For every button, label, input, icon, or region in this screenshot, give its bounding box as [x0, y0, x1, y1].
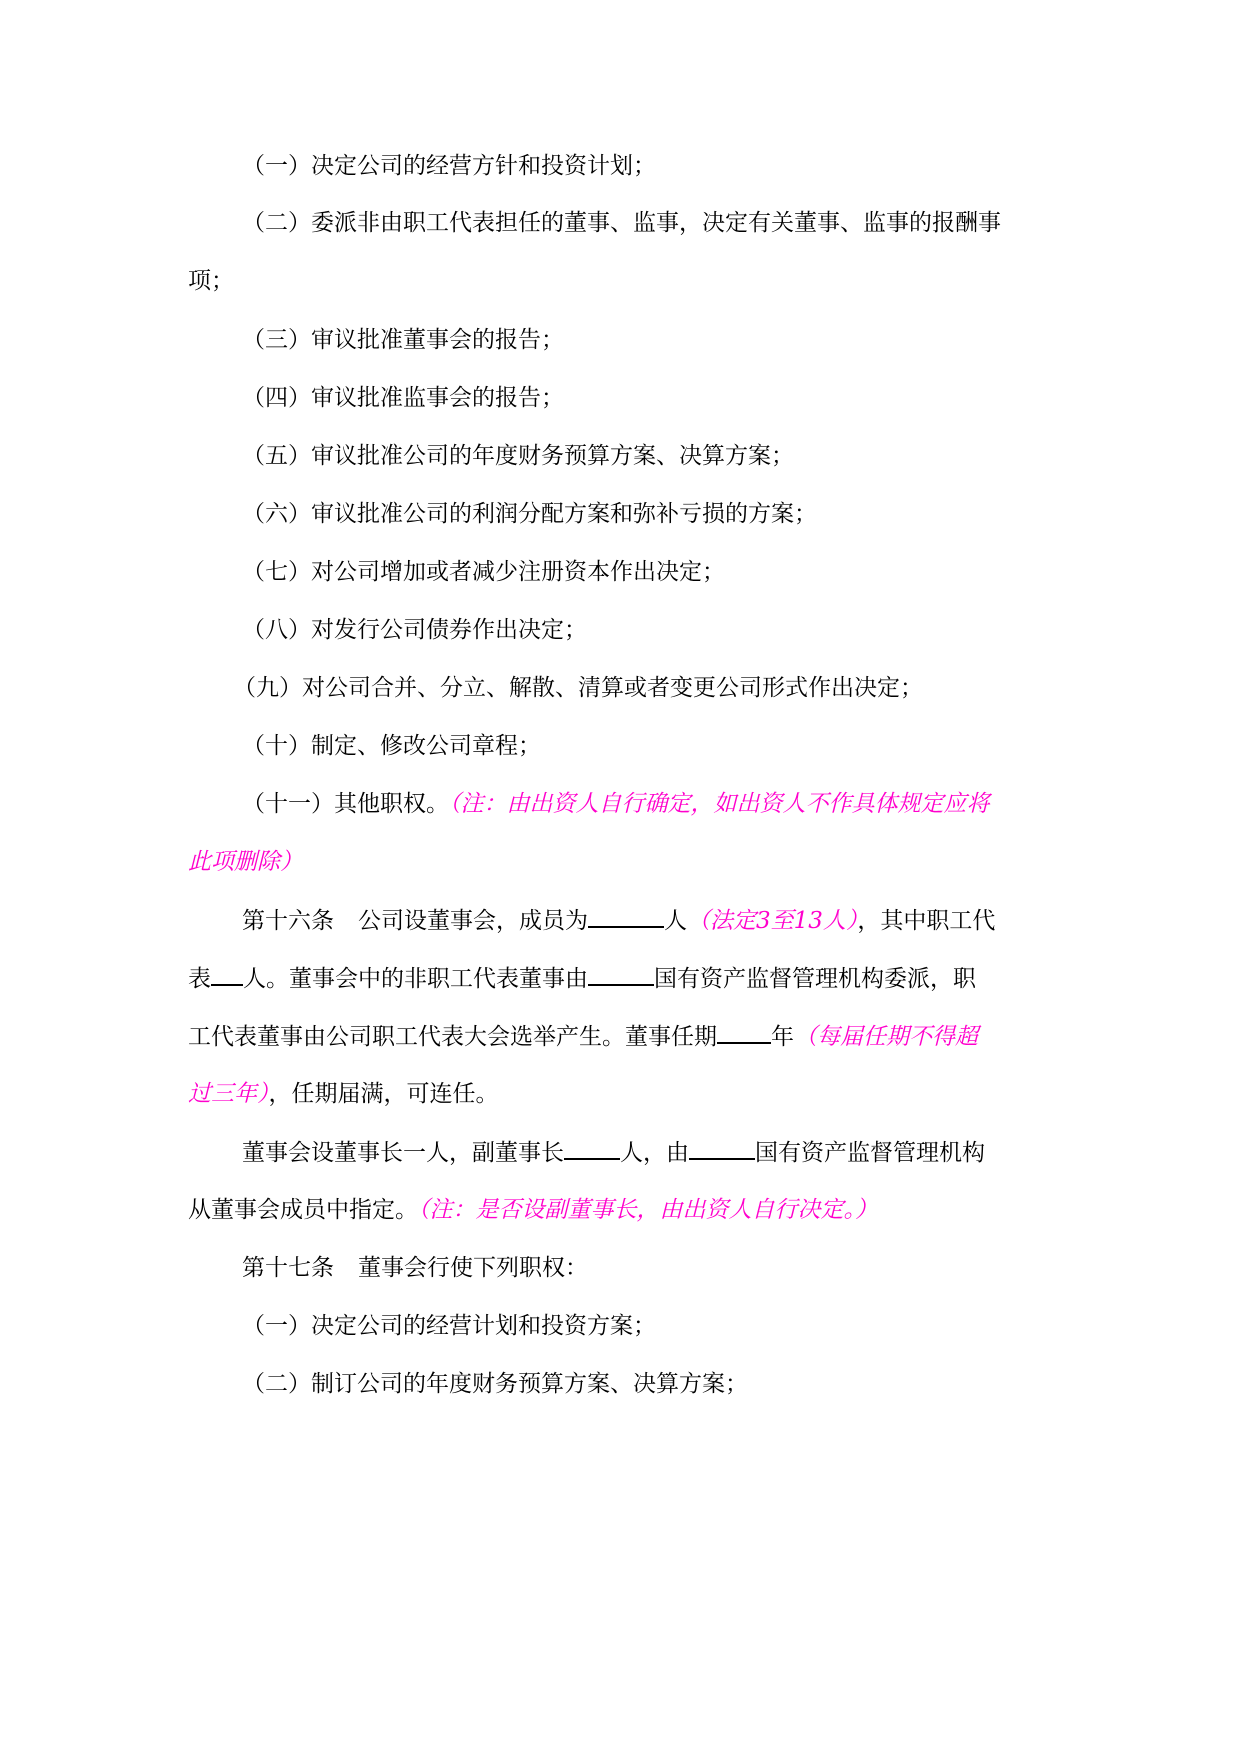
list-item [242, 788, 1112, 820]
article-16-line-3 [188, 1020, 1058, 1053]
fill-in-blank[interactable] [588, 904, 664, 928]
article-number: 第十六条 [242, 908, 334, 934]
list-item-continuation: 项； [188, 268, 234, 294]
item-text: （十一）其他职权。 [242, 791, 449, 817]
list-item: （三）审议批准董事会的报告； [242, 327, 564, 353]
article-16-line-2 [188, 962, 1058, 995]
list-item: （十）制定、修改公司章程； [242, 733, 541, 759]
article-text: 从董事会成员中指定。 [188, 1197, 418, 1223]
article-16-line-1 [242, 904, 1112, 937]
note-text: （注：由出资人自行确定，如出资人不作具体规定应将 [449, 791, 990, 817]
chairman-line-1 [242, 1136, 1112, 1169]
fill-in-blank[interactable] [211, 962, 243, 986]
list-item: （一）决定公司的经营计划和投资方案； [242, 1313, 656, 1339]
list-item: （四）审议批准监事会的报告； [242, 385, 564, 411]
list-item: （七）对公司增加或者减少注册资本作出决定； [242, 559, 725, 585]
article-text: 公司设董事会，成员为 [358, 908, 588, 934]
article-text: 董事会设董事长一人，副董事长 [242, 1140, 564, 1166]
list-item: （二）委派非由职工代表担任的董事、监事，决定有关董事、监事的报酬事 [242, 210, 1001, 236]
article-text: 工代表董事由公司职工代表大会选举产生。董事任期 [188, 1024, 717, 1050]
note-text: （每届任期不得超 [794, 1024, 978, 1050]
note-text: （注：是否设副董事长，由出资人自行决定。） [418, 1197, 878, 1223]
article-text: 董事会行使下列职权： [358, 1255, 588, 1281]
article-16-line-4 [188, 1078, 1058, 1110]
fill-in-blank[interactable] [717, 1020, 771, 1044]
list-item: （六）审议批准公司的利润分配方案和弥补亏损的方案； [242, 501, 817, 527]
article-number: 第十七条 [242, 1255, 334, 1281]
article-text: ，任期届满，可连任。 [268, 1081, 499, 1107]
note-text: （法定3至13人） [687, 908, 858, 934]
list-item: （九）对公司合并、分立、解散、清算或者变更公司形式作出决定； [233, 675, 923, 701]
article-text: 人，由 [620, 1140, 689, 1166]
fill-in-blank[interactable] [564, 1136, 620, 1160]
article-text: 国有资产监督管理机构委派，职 [654, 966, 976, 992]
note-continuation [188, 846, 1058, 878]
article-text: 表 [188, 966, 211, 992]
article-17-heading [242, 1252, 1112, 1284]
list-item: （一）决定公司的经营方针和投资计划； [242, 153, 656, 179]
note-text: 此项删除） [188, 849, 303, 875]
list-item: （五）审议批准公司的年度财务预算方案、决算方案； [242, 443, 794, 469]
note-text: 过三年） [188, 1081, 269, 1107]
fill-in-blank[interactable] [588, 962, 654, 986]
fill-in-blank[interactable] [689, 1136, 755, 1160]
list-item: （八）对发行公司债券作出决定； [242, 617, 587, 643]
article-text: 人。董事会中的非职工代表董事由 [243, 966, 588, 992]
article-text: 国有资产监督管理机构 [755, 1140, 985, 1166]
list-item: （二）制订公司的年度财务预算方案、决算方案； [242, 1371, 748, 1397]
chairman-line-2 [188, 1194, 1058, 1226]
article-text: 人 [664, 908, 687, 934]
article-text: 年 [771, 1024, 794, 1050]
article-text: ，其中职工代 [857, 908, 996, 934]
